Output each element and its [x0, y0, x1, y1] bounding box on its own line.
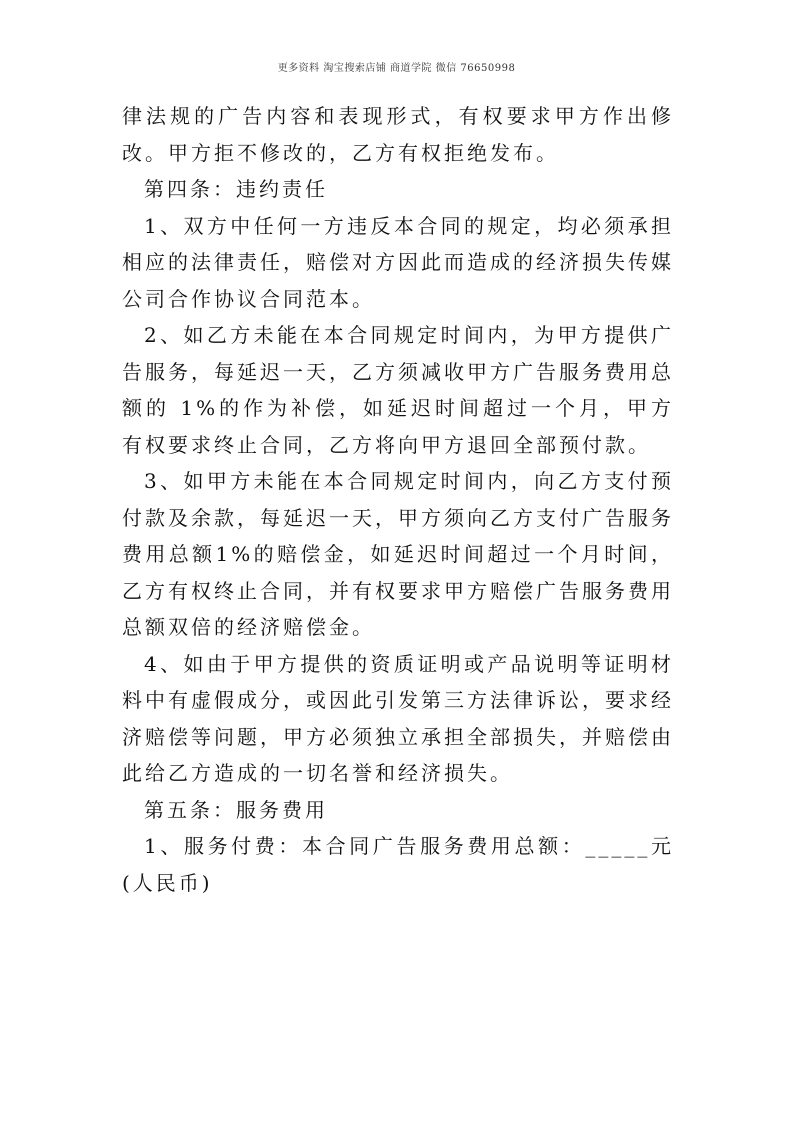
- section-heading-4: 第四条：违约责任: [144, 177, 328, 201]
- clause-4-1: 1、双方中任何一方违反本合同的规定，均必须承担相应的法律责任，赔偿对方因此而造成的经济损失传媒公司合作协议合同范本。: [122, 213, 674, 311]
- clause-5-1: 1、服务付费：本合同广告服务费用总额：_____元(人民币): [122, 834, 674, 895]
- page-header: 更多资料 淘宝搜索店铺 商道学院 微信 76650998: [277, 63, 516, 74]
- clause-4-3: 3、如甲方未能在本合同规定时间内，向乙方支付预付款及余款，每延迟一天，甲方须向乙方支付广告服务费用总额1%的赔偿金，如延迟时间超过一个月时间，乙方有权终止合同，并有权要求甲方赔偿广告服务费用总额双倍的经济赔偿金。: [122, 469, 674, 639]
- section-heading-5: 第五条：服务费用: [144, 797, 328, 822]
- clause-4-2: 2、如乙方未能在本合同规定时间内，为甲方提供广告服务，每延迟一天，乙方须减收甲方广告服务费用总额的 1%的作为补偿，如延迟时间超过一个月，甲方有权要求终止合同，乙方将向甲方退回全部预付款。: [122, 323, 674, 457]
- clause-4-4: 4、如由于甲方提供的资质证明或产品说明等证明材料中有虚假成分，或因此引发第三方法律诉讼，要求经济赔偿等问题，甲方必须独立承担全部损失，并赔偿由此给乙方造成的一切名誉和经济损失。: [122, 651, 674, 785]
- paragraph-continuation: 律法规的广告内容和表现形式，有权要求甲方作出修改。甲方拒不修改的，乙方有权拒绝发布。: [122, 104, 674, 165]
- document-body: [122, 98, 674, 901]
